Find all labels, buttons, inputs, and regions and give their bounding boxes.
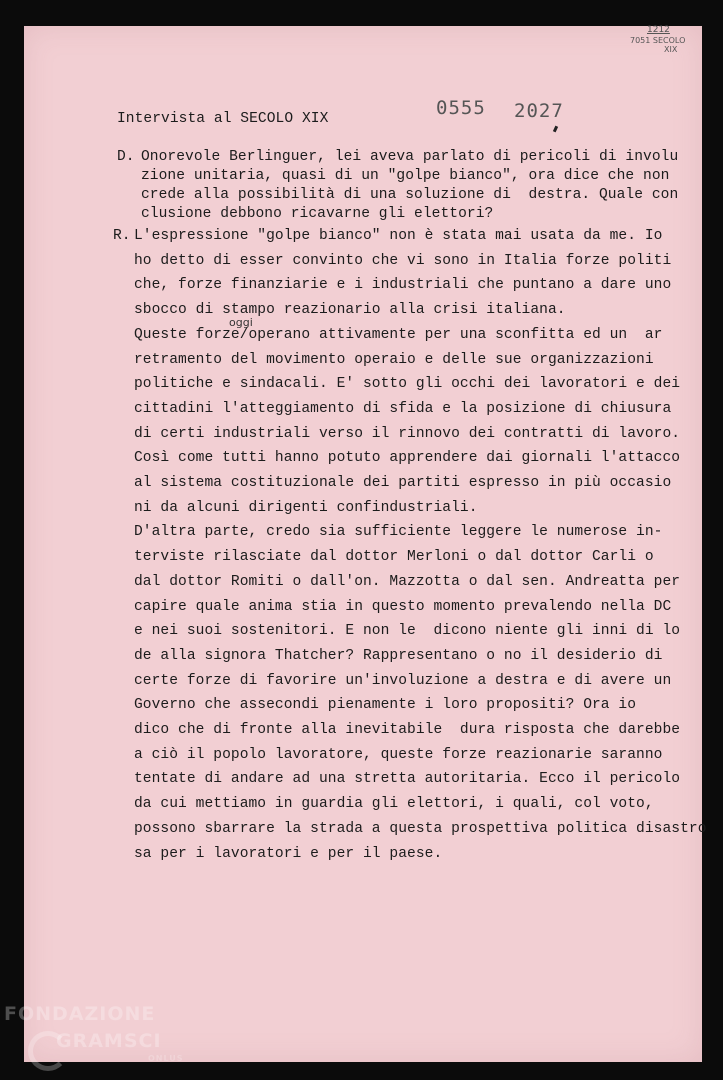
answer-line: che, forze finanziarie e i industriali che puntano a dare uno <box>134 277 672 294</box>
answer-line: ni da alcuni dirigenti confindustriali. <box>134 499 478 516</box>
question-line: clusione debbono ricavarne gli elettori? <box>141 206 494 222</box>
answer-line: a ciò il popolo lavoratore, queste forze reazionarie saranno <box>134 746 663 763</box>
question-label: D. <box>117 149 135 165</box>
answer-line: terviste rilasciate dal dottor Merloni o dal dottor Carli o <box>134 549 654 566</box>
answer-line: e nei suoi sostenitori. E non le dicono niente gli inni di lo <box>134 623 681 640</box>
answer-line: Così come tutti hanno potuto apprendere dai giornali l'attacco <box>134 450 681 467</box>
question-line: zione unitaria, quasi di un "golpe bianco", ora dice che non <box>141 168 670 184</box>
answer-line: tentate di andare ad una stretta autoritaria. Ecco il pericolo <box>134 771 681 788</box>
registry-stamp-1: 0555 <box>436 97 486 119</box>
handwritten-archive-number: 1212 <box>647 25 670 35</box>
answer-line: Governo che assecondi pienamente i loro propositi? Ora io <box>134 697 637 714</box>
answer-line: politiche e sindacali. E' sotto gli occhi dei lavoratori e dei <box>134 376 681 393</box>
answer-line: Queste forze/operano attivamente per una sconfitta ed un ar <box>134 326 663 343</box>
handwritten-archive-ref: 7051 SECOLO <box>630 36 686 45</box>
answer-line: retramento del movimento operaio e delle sue organizzazioni <box>134 351 654 368</box>
handwritten-insertion: oggi <box>229 316 253 329</box>
answer-line: L'espressione "golpe bianco" non è stata mai usata da me. Io <box>134 228 663 244</box>
answer-line: dico che di fronte alla inevitabile dura risposta che darebbe <box>134 722 681 738</box>
handwritten-archive-ref-2: XIX <box>664 45 678 54</box>
answer-line: dal dottor Romiti o dall'on. Mazzotta o dal sen. Andreatta per <box>134 573 681 590</box>
answer-line: cittadini l'atteggiamento di sfida e la posizione di chiusura <box>134 400 672 417</box>
watermark-foundation-name: FONDAZIONE <box>4 1003 156 1025</box>
answer-line: al sistema costituzionale dei partiti espresso in più occasio <box>134 475 672 491</box>
answer-line: sa per i lavoratori e per il paese. <box>134 845 443 862</box>
answer-line: di certi industriali verso il rinnovo dei contratti di lavoro. <box>134 425 681 442</box>
answer-label: R. <box>113 228 131 244</box>
document-page <box>24 25 707 1062</box>
answer-block <box>134 228 707 862</box>
answer-line: possono sbarrare la strada a questa prospettiva politica disastro <box>134 820 707 837</box>
answer-line: certe forze di favorire un'involuzione a destra e di avere un <box>134 672 672 689</box>
ink-mark <box>553 126 558 133</box>
question-line: crede alla possibilità di una soluzione di destra. Quale con <box>141 187 679 203</box>
answer-line: capire quale anima stia in questo momento prevalendo nella DC <box>134 598 672 615</box>
answer-line: da cui mettiamo in guardia gli elettori, i quali, col voto, <box>134 796 654 813</box>
document-title: Intervista al SECOLO XIX <box>117 111 329 127</box>
registry-stamp-2: 2027 <box>514 100 564 122</box>
watermark-subtitle: ONLUS <box>148 1054 184 1063</box>
answer-line: de alla signora Thatcher? Rappresentano o no il desiderio di <box>134 647 663 664</box>
answer-line: ho detto di esser convinto che vi sono in Italia forze politi <box>134 252 672 269</box>
answer-line: D'altra parte, credo sia sufficiente leggere le numerose in- <box>134 524 663 541</box>
question-line: Onorevole Berlinguer, lei aveva parlato di pericoli di involu <box>141 149 679 165</box>
answer-line: sbocco di stampo reazionario alla crisi italiana. <box>134 302 566 319</box>
watermark-institute-name: GRAMSCI <box>56 1030 162 1052</box>
